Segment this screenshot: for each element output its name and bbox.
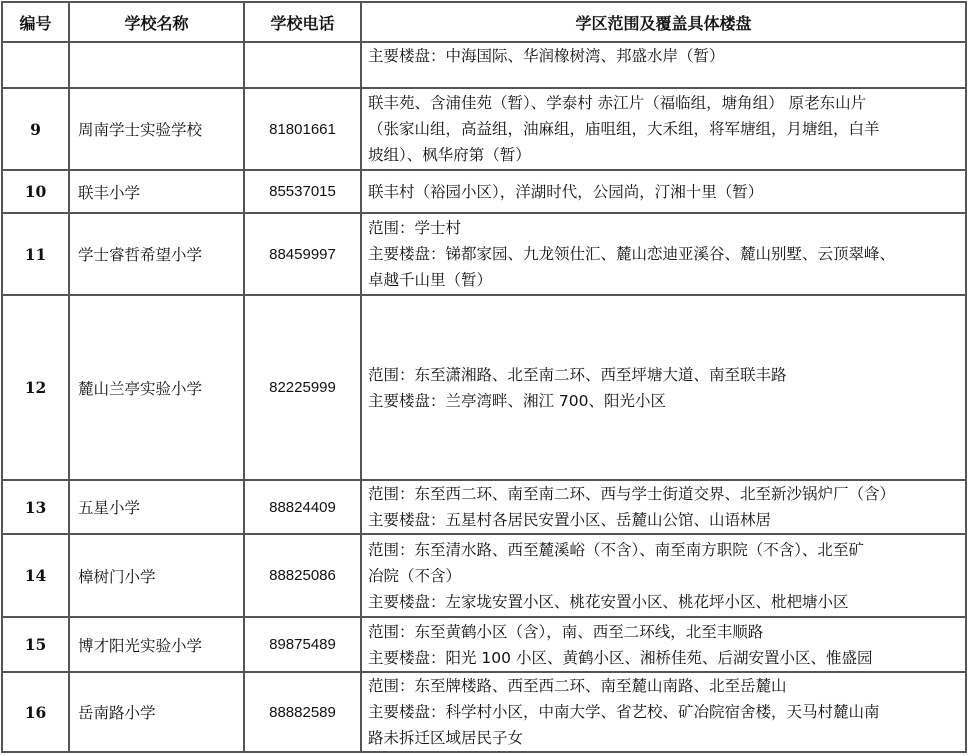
coverage-line: 卓越千山里（暂） [368,271,493,289]
district-coverage [361,213,966,295]
table-row [2,42,966,88]
row-number: 9 [2,88,69,170]
school-phone: 88882589 [244,672,361,752]
header-area: 学区范围及覆盖具体楼盘 [361,2,966,42]
table-row [2,295,966,480]
coverage-line: 联丰村（裕园小区），洋湖时代，公园尚，汀湘十里（暂） [368,182,764,201]
coverage-line: 主要楼盘：五星村各居民安置小区、岳麓山公馆、山语林居 [368,511,772,529]
district-coverage [361,42,966,88]
coverage-line: 主要楼盘：中海国际、华润橡树湾、邦盛水岸（暂） [368,47,725,65]
coverage-line: 主要楼盘：锑都家园、九龙领仕汇、麓山恋迪亚溪谷、麓山别墅、云顶翠峰、 [368,245,896,263]
coverage-line: 坡组）、枫华府第（暂） [368,146,531,164]
coverage-line: 主要楼盘：阳光 100 小区、黄鹤小区、湘桥佳苑、后湖安置小区、惟盛园 [368,648,873,667]
coverage-line: 主要楼盘：科学村小区，中南大学、省艺校、矿冶院宿舍楼，天马村麓山南 [368,703,880,721]
table-row [2,617,966,672]
school-phone: 81801661 [244,88,361,170]
school-name: 学士睿哲希望小学 [69,213,244,295]
row-number: 16 [2,672,69,752]
school-phone: 89875489 [244,617,361,672]
coverage-line: 范围：东至西二环、南至南二环、西与学士街道交界、北至新沙锅炉厂（含） [368,485,896,503]
row-number [2,42,69,88]
district-coverage [361,170,966,213]
header-school: 学校名称 [69,2,244,42]
row-number: 13 [2,480,69,534]
school-name: 博才阳光实验小学 [69,617,244,672]
district-coverage [361,480,966,534]
school-district-table [1,1,967,753]
school-phone: 82225999 [244,295,361,480]
school-name: 岳南路小学 [69,672,244,752]
row-number: 15 [2,617,69,672]
school-name: 樟树门小学 [69,534,244,617]
coverage-line: 范围：东至牌楼路、西至西二环、南至麓山南路、北至岳麓山 [368,677,787,695]
row-number: 11 [2,213,69,295]
coverage-line: （张家山组，高益组，油麻组，庙咀组，大禾组，将军塘组，月塘组，白羊 [368,120,880,138]
coverage-line: 范围：学士村 [368,219,462,237]
row-number: 12 [2,295,69,480]
header-no: 编号 [2,2,69,42]
coverage-line: 联丰苑、含浦佳苑（暂）、学泰村 赤江片（福临组，塘角组） 原老东山片 [368,94,867,112]
school-name: 麓山兰亭实验小学 [69,295,244,480]
coverage-line: 主要楼盘：兰亭湾畔、湘江 700、阳光小区 [368,391,667,410]
row-number: 14 [2,534,69,617]
table-row [2,170,966,213]
school-phone: 85537015 [244,170,361,213]
coverage-line: 冶院（不含） [368,566,462,585]
district-coverage [361,672,966,752]
table-row [2,480,966,534]
coverage-line: 范围：东至潇湘路、北至南二环、西至坪塘大道、南至联丰路 [368,365,787,384]
table-row [2,88,966,170]
school-phone: 88824409 [244,480,361,534]
school-name: 五星小学 [69,480,244,534]
coverage-line: 范围：东至黄鹤小区（含），南、西至二环线，北至丰顺路 [368,622,764,641]
school-name [69,42,244,88]
row-number: 10 [2,170,69,213]
header-phone: 学校电话 [244,2,361,42]
school-name: 联丰小学 [69,170,244,213]
coverage-line: 路未拆迁区域居民子女 [368,729,524,747]
school-phone: 88825086 [244,534,361,617]
table-row [2,672,966,752]
district-coverage [361,617,966,672]
table-row [2,534,966,617]
school-phone [244,42,361,88]
school-name: 周南学士实验学校 [69,88,244,170]
district-coverage [361,88,966,170]
header-row [2,2,966,42]
district-coverage [361,534,966,617]
coverage-line: 范围：东至清水路、西至麓溪峪（不含）、南至南方职院（不含）、北至矿 [368,540,865,559]
coverage-line: 主要楼盘：左家垅安置小区、桃花安置小区、桃花坪小区、枇杷塘小区 [368,592,849,611]
district-coverage [361,295,966,480]
school-phone: 88459997 [244,213,361,295]
table-row [2,213,966,295]
